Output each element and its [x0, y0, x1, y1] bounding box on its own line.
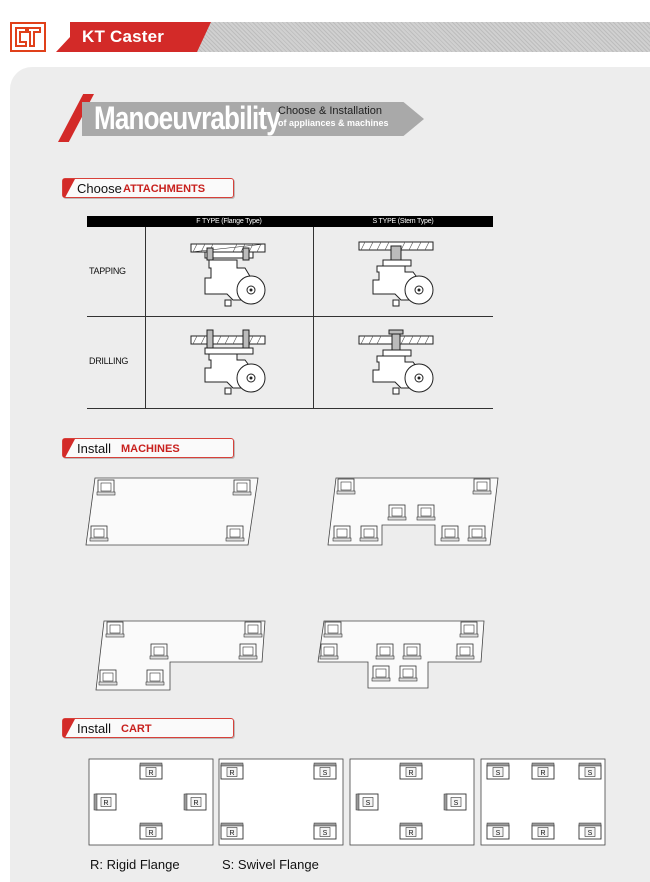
rigid-caster — [532, 823, 554, 839]
legend-rigid: R: Rigid Flange — [90, 857, 180, 872]
caster-mark: R — [103, 800, 109, 807]
caster-mark: S — [322, 770, 328, 777]
caster-mark: R — [148, 830, 154, 837]
rigid-caster — [400, 823, 422, 839]
caster-mark: S — [322, 830, 328, 837]
rigid-caster — [140, 823, 162, 839]
rigid-caster — [140, 763, 162, 779]
rigid-caster — [184, 794, 206, 810]
swivel-caster — [579, 763, 601, 779]
caster-mark: R — [540, 830, 546, 837]
swivel-caster — [487, 763, 509, 779]
caster-mark: R — [408, 830, 414, 837]
section-highlight: ATTACHMENTS — [123, 183, 206, 195]
caster-mark: R — [540, 770, 546, 777]
legend-swivel: S: Swivel Flange — [222, 857, 319, 872]
caster-mark: R — [148, 770, 154, 777]
caster-mark: S — [587, 830, 593, 837]
row-label-drilling: DRILLING — [89, 356, 129, 366]
swivel-caster — [444, 794, 466, 810]
caster-mark: S — [453, 800, 459, 807]
section-prefix: Install — [77, 721, 111, 736]
section-prefix: Choose — [77, 181, 122, 196]
rigid-caster — [532, 763, 554, 779]
row-label-tapping: TAPPING — [89, 266, 126, 276]
caster-mark: R — [229, 830, 235, 837]
swivel-caster — [314, 763, 336, 779]
caster-mark: S — [365, 800, 371, 807]
rigid-caster — [221, 823, 243, 839]
caster-mark: S — [587, 770, 593, 777]
title-main: Manoeuvrability — [94, 99, 280, 137]
caster-mark: S — [495, 770, 501, 777]
swivel-caster — [356, 794, 378, 810]
swivel-caster — [487, 823, 509, 839]
title-sub-line1: Choose & Installation — [278, 105, 382, 117]
swivel-caster — [579, 823, 601, 839]
column-header-f-type: F TYPE (Flange Type) — [196, 218, 262, 225]
column-header-s-type: S TYPE (Stem Type) — [372, 218, 434, 225]
rigid-caster — [400, 763, 422, 779]
caster-mark: R — [408, 770, 414, 777]
caster-mark: R — [229, 770, 235, 777]
caster-mark: R — [193, 800, 199, 807]
title-sub-line2: of appliances & machines — [278, 118, 389, 128]
section-prefix: Install — [77, 441, 111, 456]
swivel-caster — [314, 823, 336, 839]
section-highlight: CART — [121, 723, 152, 735]
brand-name: KT Caster — [82, 27, 165, 46]
section-highlight: MACHINES — [121, 443, 180, 455]
rigid-caster — [221, 763, 243, 779]
caster-mark: S — [495, 830, 501, 837]
rigid-caster — [94, 794, 116, 810]
